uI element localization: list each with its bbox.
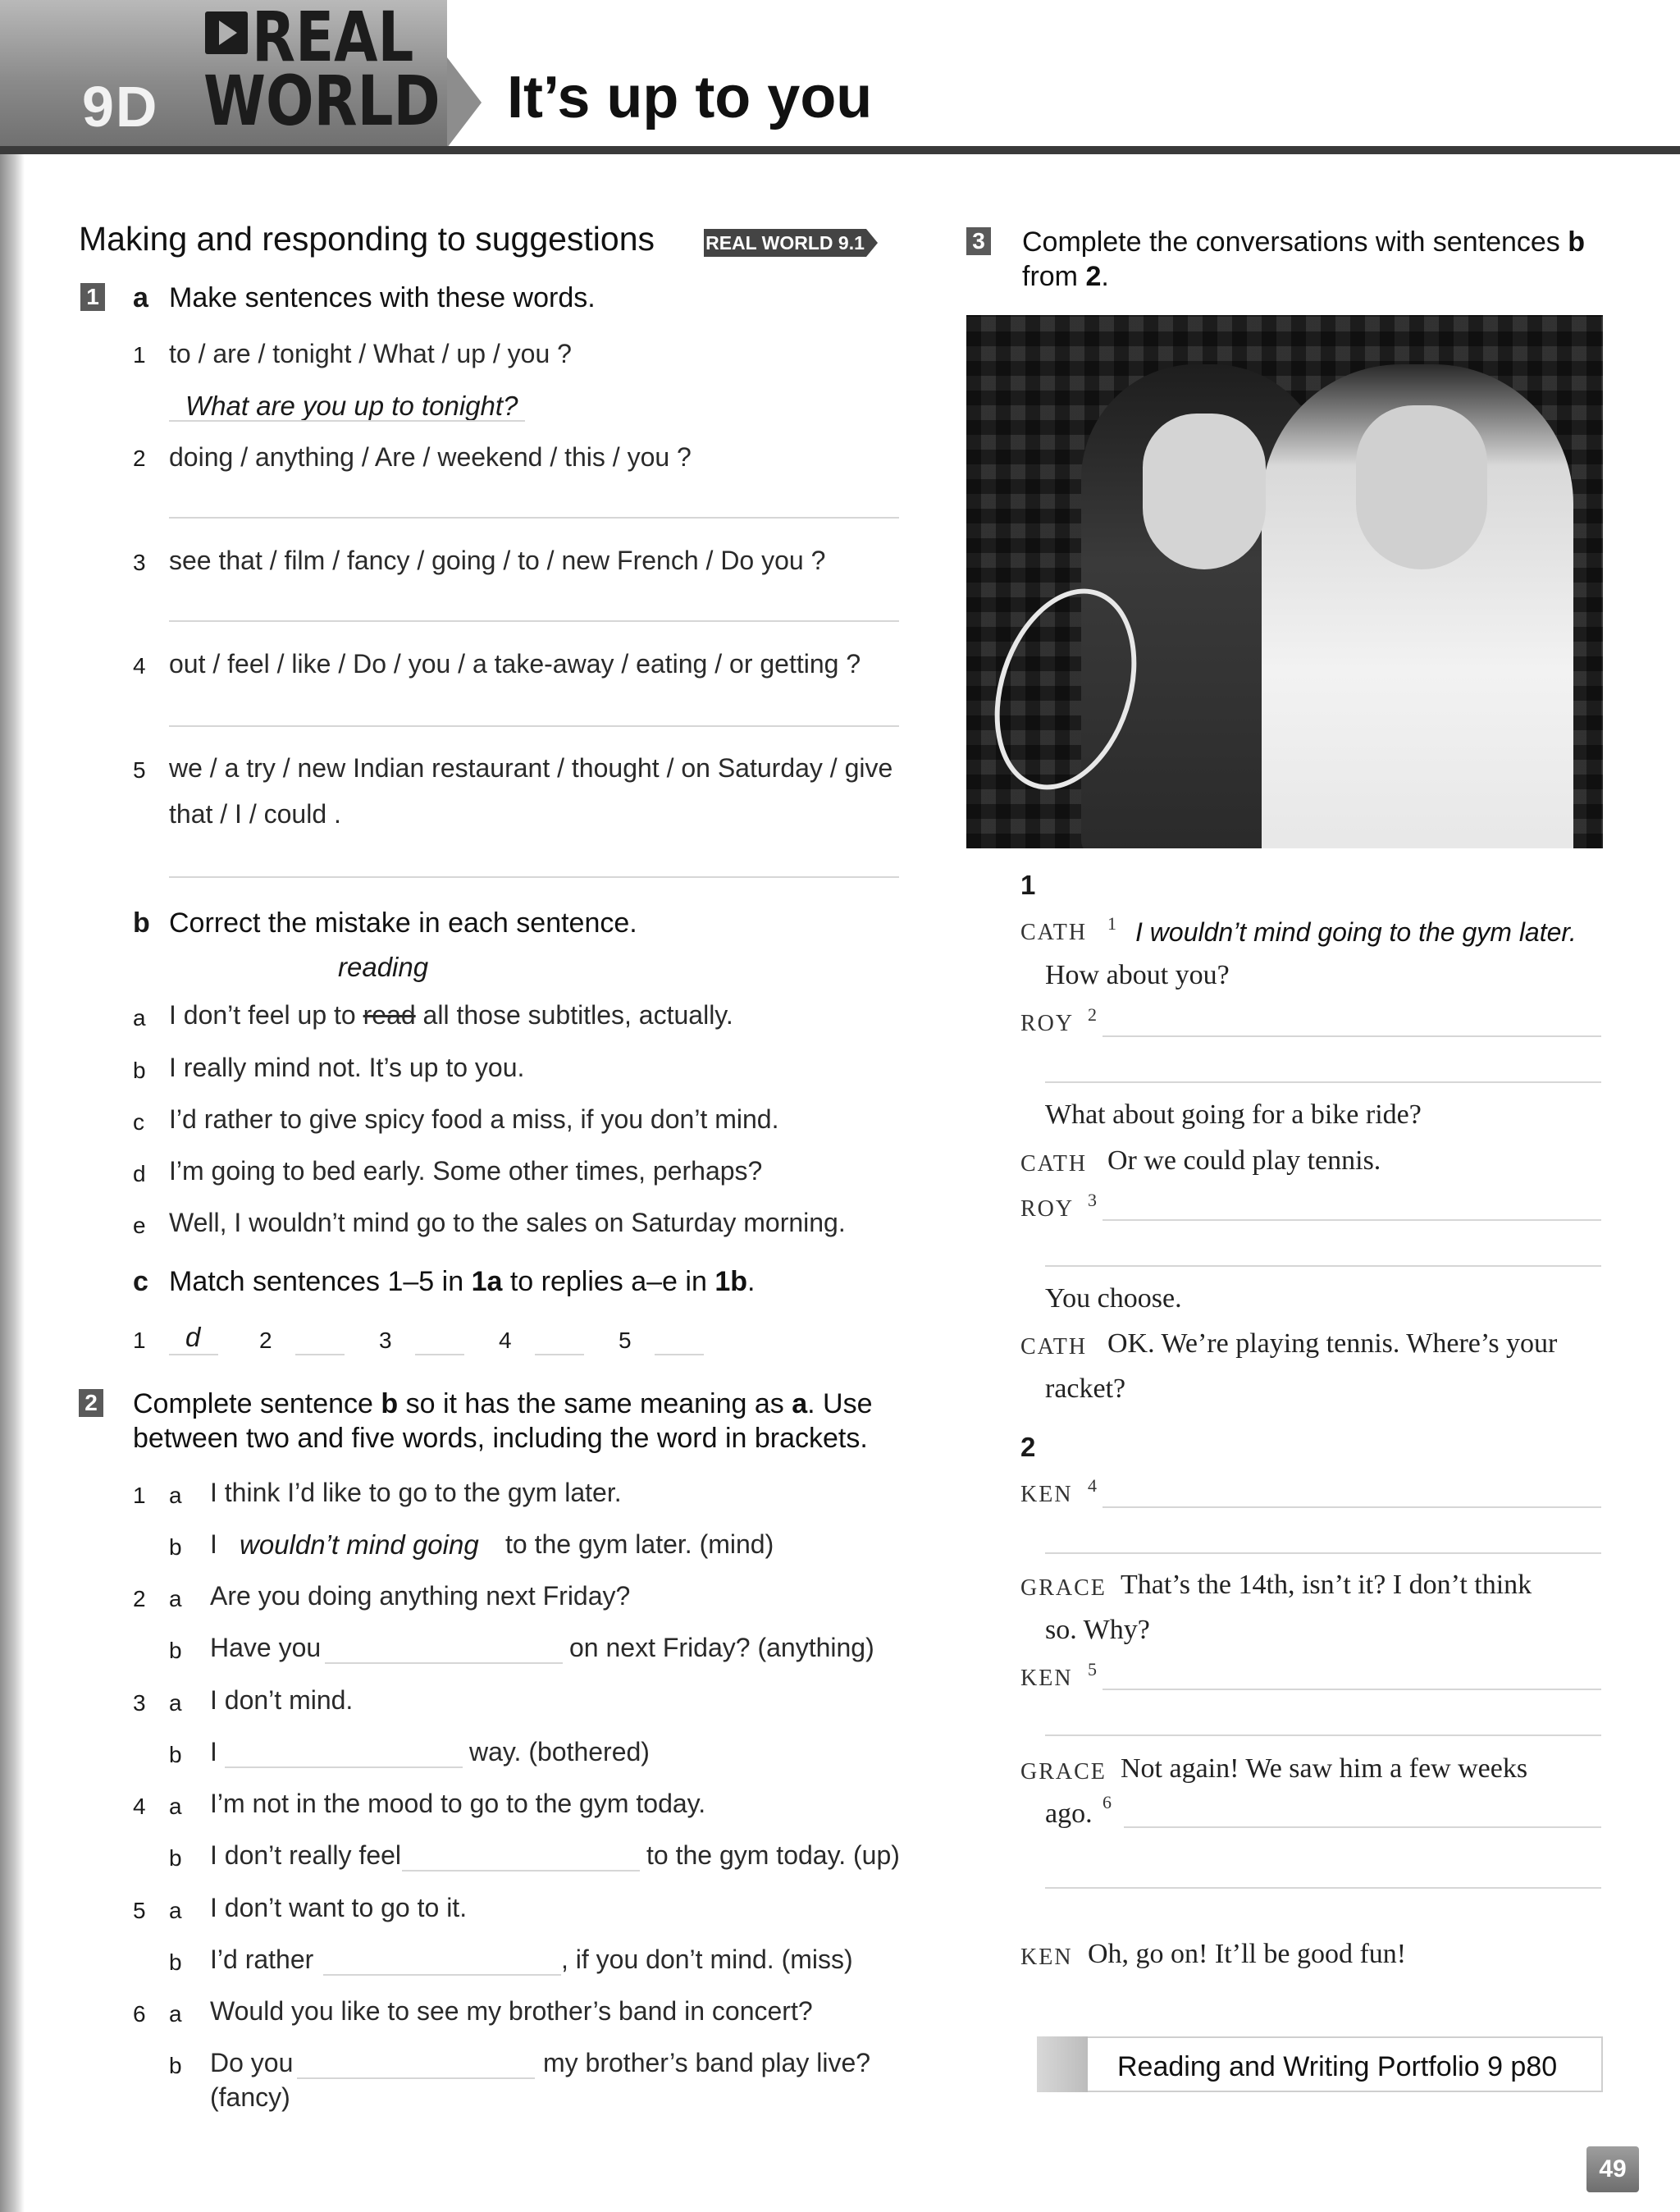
ex2-sub-a: a: [169, 1586, 182, 1611]
answer-line[interactable]: [169, 725, 899, 727]
ex2-num-2: 2: [133, 1586, 146, 1611]
ex1b-item-e: Well, I wouldn’t mind go to the sales on Saturday morning.: [169, 1208, 846, 1237]
ex1b-item-a-post: all those subtitles, actually.: [415, 1000, 733, 1030]
speaker: CATH: [1020, 920, 1088, 945]
gap-number: 6: [1102, 1792, 1112, 1812]
ex1b-item-c: I’d rather to give spicy food a miss, if you don’t mind.: [169, 1104, 779, 1134]
answer-line[interactable]: [402, 1870, 640, 1872]
real-world-tag: REAL WORLD 9.1: [704, 229, 866, 257]
photo-face: [1143, 414, 1266, 569]
section-title: Making and responding to suggestions: [79, 220, 655, 258]
ex1a-item-4: out / feel / like / Do / you / a take-away / eating / or getting ?: [169, 649, 861, 679]
ex2-item-2a: Are you doing anything next Friday?: [210, 1581, 631, 1611]
ex2-num-6: 6: [133, 2001, 146, 2027]
answer-line[interactable]: [297, 2077, 535, 2079]
gap-number: 4: [1088, 1475, 1097, 1496]
conv2-line2-cont: so. Why?: [1045, 1615, 1150, 1645]
ex3-instr2-ref: 2: [1085, 261, 1102, 292]
answer-line[interactable]: [1045, 1265, 1601, 1267]
ex1a-item-2: doing / anything / Are / weekend / this / you ?: [169, 442, 692, 472]
ex2-item-3b-post: way. (bothered): [469, 1737, 650, 1766]
portfolio-reference: Reading and Writing Portfolio 9 p80: [1117, 2051, 1558, 2082]
ex1c-label: c: [133, 1266, 148, 1297]
ex1a-num-2: 2: [133, 446, 146, 471]
ex1b-letter-c: c: [133, 1109, 144, 1135]
ex1a-item-5-cont: that / I / could .: [169, 799, 341, 829]
ex1a-item-1: to / are / tonight / What / up / you ?: [169, 339, 572, 368]
exercise-1-badge: 1: [80, 283, 105, 311]
ex1c-instr-ref1: 1a: [471, 1266, 503, 1297]
speaker: KEN: [1020, 1666, 1073, 1691]
answer-line[interactable]: [1045, 1734, 1601, 1736]
speaker: CATH: [1020, 1151, 1088, 1177]
answer-line[interactable]: [1124, 1826, 1601, 1828]
speaker: GRACE: [1020, 1759, 1107, 1785]
conv1-line1: I wouldn’t mind going to the gym later.: [1135, 917, 1577, 947]
ex1b-correction: reading: [338, 952, 429, 982]
ex2-sub-a: a: [169, 1483, 182, 1508]
conv1-line4: Or we could play tennis.: [1107, 1145, 1381, 1176]
portfolio-arrow-icon: [1037, 2036, 1088, 2092]
ex2-sub-b: b: [169, 2053, 182, 2078]
answer-line[interactable]: [295, 1354, 345, 1355]
answer-line[interactable]: [1102, 1689, 1601, 1690]
conv1-line1-cont: How about you?: [1045, 960, 1230, 990]
gap-number: 3: [1088, 1190, 1097, 1210]
ex1a-num-4: 4: [133, 653, 146, 679]
ex1a-item-5: we / a try / new Indian restaurant / thought / on Saturday / give: [169, 753, 893, 783]
conv1-line7: OK. We’re playing tennis. Where’s your: [1107, 1328, 1558, 1359]
ex2-item-3b-pre: I: [210, 1737, 217, 1766]
ex2-sub-b: b: [169, 1534, 182, 1560]
ex1b-item-d: I’m going to bed early. Some other times, perhaps?: [169, 1156, 763, 1186]
ex2-item-5b-pre: I’d rather: [210, 1945, 314, 1974]
ex2-sub-a: a: [169, 1690, 182, 1716]
answer-line[interactable]: [535, 1354, 584, 1355]
answer-line[interactable]: [415, 1354, 464, 1355]
ex1b-instruction: Correct the mistake in each sentence.: [169, 907, 637, 939]
answer-line[interactable]: [1045, 1081, 1601, 1083]
ex1a-label: a: [133, 282, 148, 313]
answer-line: [169, 1354, 218, 1355]
ex1c-num-2: 2: [259, 1328, 272, 1353]
ex3-instr2-post: .: [1101, 261, 1109, 292]
gap-number: 1: [1107, 913, 1116, 934]
tag-arrow: [866, 229, 878, 257]
ex2-item-6a: Would you like to see my brother’s band in concert?: [210, 1996, 813, 2026]
ex2-item-1a: I think I’d like to go to the gym later.: [210, 1478, 622, 1507]
ex2-item-4b-post: to the gym today. (up): [646, 1840, 900, 1870]
exercise-3-badge: 3: [966, 227, 991, 255]
ex3-instr-pre: Complete the conversations with sentences: [1022, 226, 1568, 258]
ex1c-num-4: 4: [499, 1328, 512, 1353]
ex2-instruction-line1: [133, 1388, 873, 1420]
ex1c-instr-pre: Match sentences 1–5 in: [169, 1266, 472, 1297]
speaker: CATH: [1020, 1334, 1088, 1360]
ex1a-answer-1: What are you up to tonight?: [185, 391, 518, 421]
ex2-item-5a: I don’t want to go to it.: [210, 1893, 468, 1922]
ex2-sub-b: b: [169, 1742, 182, 1767]
ex2-item-2b-pre: Have you: [210, 1633, 322, 1662]
ex1c-num-1: 1: [133, 1328, 146, 1353]
conv2-line2: That’s the 14th, isn’t it? I don’t think: [1121, 1570, 1532, 1600]
conv1-label: 1: [1020, 870, 1036, 900]
ex2-instr-1a: Complete sentence: [133, 1388, 381, 1419]
answer-line[interactable]: [325, 1662, 563, 1664]
ex2-item-1b-pre: I: [210, 1529, 217, 1559]
ex2-item-4b-pre: I don’t really feel: [210, 1840, 402, 1870]
exercise-2-badge: 2: [79, 1389, 103, 1417]
lesson-number: 9D: [82, 75, 159, 139]
speaker: ROY: [1020, 1196, 1075, 1222]
ex2-item-6b-pre: Do you: [210, 2048, 294, 2077]
ex1b-item-a-pre: I don’t feel up to: [169, 1000, 363, 1030]
ex3-instr2-pre: from: [1022, 261, 1086, 292]
conv1-line6: You choose.: [1045, 1283, 1182, 1314]
conv2-label: 2: [1020, 1432, 1036, 1462]
conv1-line7-cont: racket?: [1045, 1373, 1126, 1404]
ex1b-letter-e: e: [133, 1213, 146, 1238]
ex1c-instr-post: .: [747, 1266, 756, 1297]
ex2-sub-b: b: [169, 1638, 182, 1663]
page-edge-shadow: [0, 154, 25, 2212]
ex2-item-2b-post: on next Friday? (anything): [569, 1633, 874, 1662]
ex2-num-4: 4: [133, 1794, 146, 1819]
answer-line[interactable]: [1102, 1506, 1601, 1508]
ex2-item-5b-post: , if you don’t mind. (miss): [561, 1945, 853, 1974]
ex1b-item-a-struck: read: [363, 1000, 416, 1030]
ex2-instruction-line2: between two and five words, including the word in brackets.: [133, 1423, 868, 1454]
ex2-sub-b: b: [169, 1845, 182, 1871]
ex1b-label: b: [133, 907, 150, 939]
ex2-answer-1: wouldn’t mind going: [240, 1529, 479, 1560]
photo-face: [1356, 405, 1487, 569]
ex1a-num-3: 3: [133, 550, 146, 575]
answer-line[interactable]: [655, 1354, 704, 1355]
ex1a-instruction: Make sentences with these words.: [169, 282, 596, 313]
conv2-line4-cont: ago.: [1045, 1798, 1093, 1829]
ex1c-num-5: 5: [619, 1328, 632, 1353]
conv2-line4: Not again! We saw him a few weeks: [1121, 1753, 1528, 1784]
answer-line[interactable]: [169, 517, 899, 519]
answer-line: [169, 420, 525, 422]
ex2-instr-1b: b: [381, 1388, 399, 1419]
ex2-sub-a: a: [169, 1898, 182, 1923]
ex2-instr-1d: a: [792, 1388, 808, 1419]
ex2-sub-a: a: [169, 2001, 182, 2027]
answer-line[interactable]: [1045, 1887, 1601, 1889]
ex1b-letter-a: a: [133, 1005, 146, 1031]
ex2-sub-a: a: [169, 1794, 182, 1819]
answer-line[interactable]: [1102, 1219, 1601, 1221]
ex2-item-4a: I’m not in the mood to go to the gym today.: [210, 1789, 706, 1818]
ex1c-answer-1: d: [185, 1322, 201, 1352]
ex2-item-3a: I don’t mind.: [210, 1685, 354, 1715]
conv1-line3: What about going for a bike ride?: [1045, 1099, 1422, 1130]
ex1b-item-a: [169, 1000, 733, 1031]
answer-line[interactable]: [1045, 1552, 1601, 1554]
ex2-num-3: 3: [133, 1690, 146, 1716]
speaker: KEN: [1020, 1945, 1073, 1970]
ex3-instruction-line1: [1022, 226, 1585, 258]
ex1c-num-3: 3: [379, 1328, 392, 1353]
header-arrow: [447, 57, 482, 148]
conv2-line5: Oh, go on! It’ll be good fun!: [1088, 1939, 1407, 1969]
ex1c-instr-mid: to replies a–e in: [502, 1266, 715, 1297]
answer-line[interactable]: [169, 620, 899, 622]
answer-line[interactable]: [169, 876, 899, 878]
speaker: GRACE: [1020, 1575, 1107, 1601]
ex2-instr-1e: . Use: [807, 1388, 873, 1419]
ex2-num-1: 1: [133, 1483, 146, 1508]
ex1a-num-5: 5: [133, 757, 146, 783]
gap-number: 2: [1088, 1004, 1097, 1025]
ex3-instruction-line2: [1022, 261, 1109, 293]
ex2-instr-1c: so it has the same meaning as: [398, 1388, 792, 1419]
page-number: 49: [1586, 2146, 1639, 2192]
ex2-sub-b: b: [169, 1949, 182, 1975]
ex3-instr-ref: b: [1568, 226, 1586, 258]
page-title: It’s up to you: [507, 65, 873, 130]
speaker: ROY: [1020, 1011, 1075, 1036]
ex1a-num-1: 1: [133, 342, 146, 368]
answer-line[interactable]: [225, 1766, 463, 1768]
photo-tennis-couple: [966, 315, 1603, 848]
ex1b-letter-d: d: [133, 1161, 146, 1186]
ex1a-item-3: see that / film / fancy / going / to / new French / Do you ?: [169, 546, 826, 575]
ex2-item-1b-post: to the gym later. (mind): [505, 1529, 774, 1559]
ex2-item-6b-hint: (fancy): [210, 2082, 290, 2112]
ex2-item-6b-post: my brother’s band play live?: [543, 2048, 871, 2077]
ex1b-letter-b: b: [133, 1058, 146, 1083]
gap-number: 5: [1088, 1659, 1097, 1680]
ex2-num-5: 5: [133, 1898, 146, 1923]
real-world-logo: REAL WORLD: [203, 0, 441, 141]
ex1c-instr-ref2: 1b: [714, 1266, 748, 1297]
answer-line[interactable]: [323, 1974, 561, 1976]
speaker: KEN: [1020, 1482, 1073, 1507]
ex1b-item-b: I really mind not. It’s up to you.: [169, 1053, 525, 1082]
header-rule: [0, 146, 1680, 154]
ex1c-instruction: [169, 1266, 755, 1298]
answer-line[interactable]: [1102, 1035, 1601, 1037]
